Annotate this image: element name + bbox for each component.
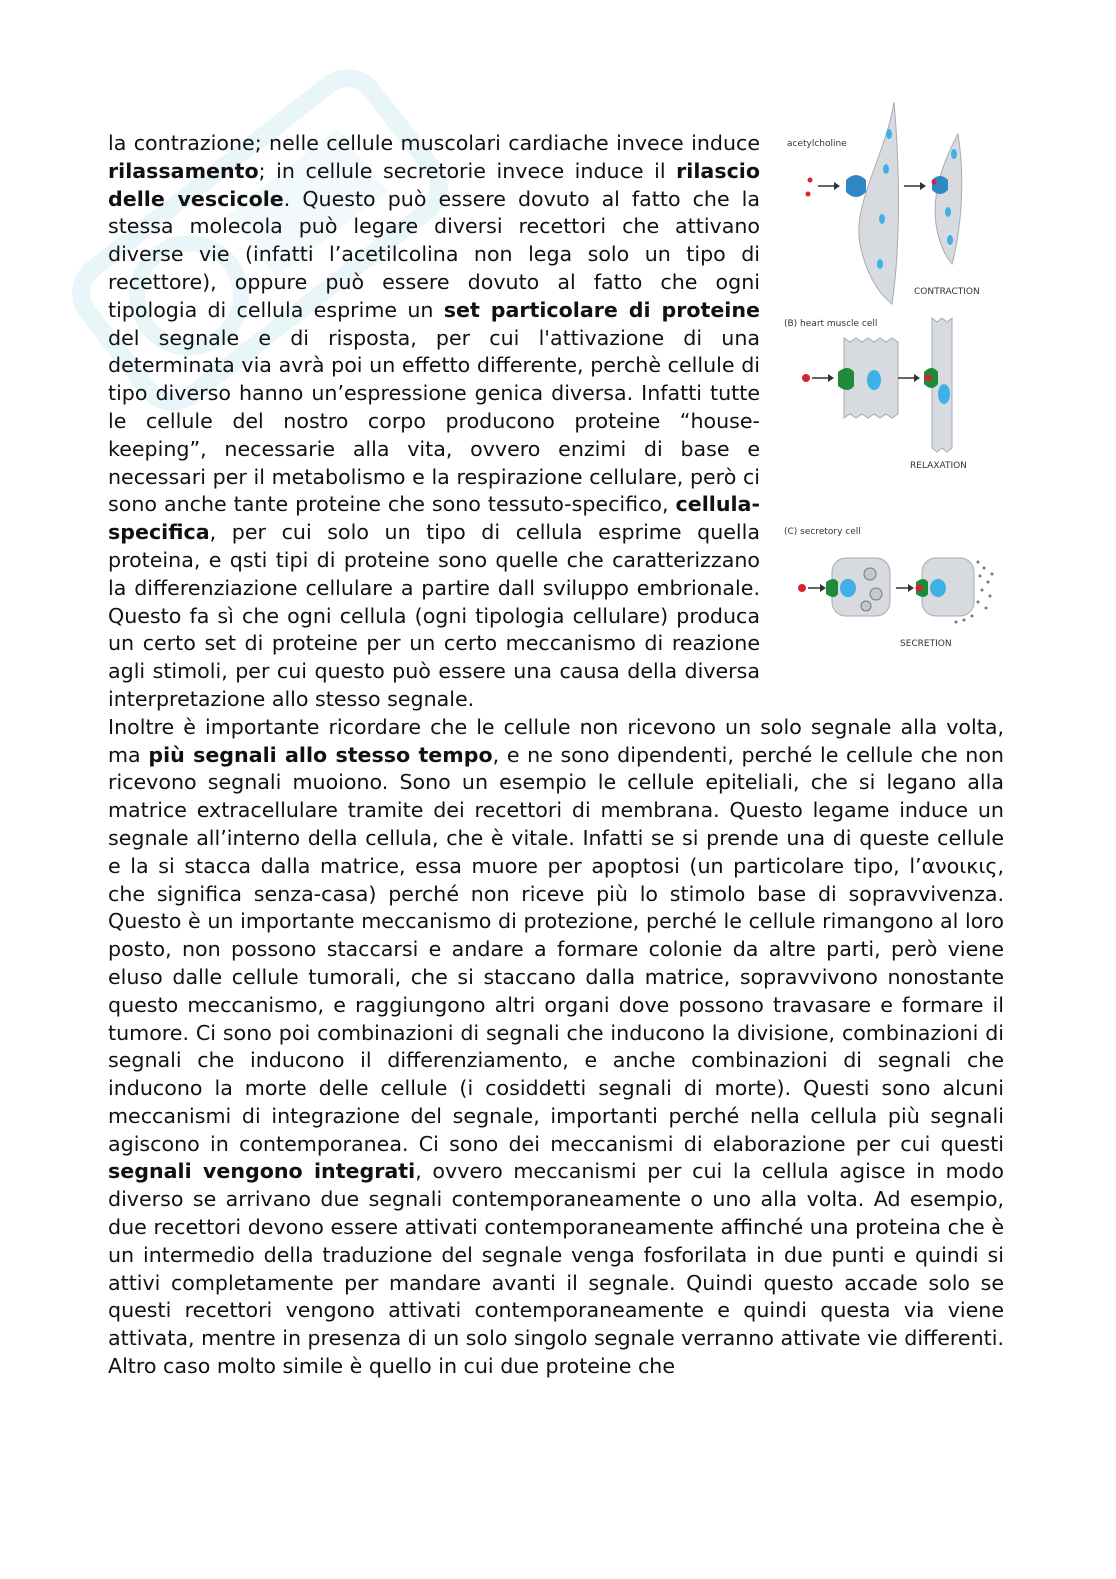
ligand-dot bbox=[806, 192, 811, 197]
receptor bbox=[932, 176, 948, 194]
text-run: . Questo può essere dovuto al fatto che la stessa molecola può legare diversi recettori che attivano diverse vie (infatti l’acetilcolina non lega solo un tipo di recettore), oppure può essere dovuto al fatto che ogni tipologia di cellula esprime un bbox=[108, 186, 760, 322]
figure-panel-c bbox=[782, 524, 1004, 654]
bold-term: segnali vengono integrati bbox=[108, 1159, 416, 1184]
arrow-head bbox=[834, 182, 840, 190]
receptor bbox=[846, 175, 866, 197]
bold-term: rilassamento bbox=[108, 158, 259, 183]
paragraph-2 bbox=[108, 714, 1004, 1381]
bound-ligand bbox=[932, 180, 937, 185]
text-run: del segnale e di risposta, per cui l'attivazione di una determinata via avrà poi un effetto differente, perchè cellule di tipo diverso hanno un’espressione genica diversa. Infatti tutte le cellule del nostro corpo producono proteine “house-keeping”, necessarie alla vita, ovvero enzimi di base e necessari per il metabolismo e la respirazione cellulare, però ci sono anche tante proteine che sono tessuto-specifico, bbox=[108, 325, 760, 517]
arrow-head bbox=[820, 584, 826, 592]
text-run: ; in cellule secretorie invece induce il bbox=[258, 158, 677, 183]
ligand-dot bbox=[802, 374, 810, 382]
arrow-head bbox=[908, 584, 914, 592]
document-page bbox=[108, 130, 1004, 1381]
panel-c-result-label: SECRETION bbox=[900, 639, 952, 649]
text-run: , per cui solo un tipo di cellula esprime quella proteina, e qsti tipi di proteine sono quelle che caratterizzano la differenziazione cellulare a partire dall sviluppo embrionale. Questo fa sì che ogni cellula (ogni tipologia cellulare) produca un certo set di proteine per un certo meccanismo di reazione agli stimoli, per cui questo può essere una causa della diversa interpretazione allo stesso segnale. bbox=[108, 520, 760, 711]
panel-b-result-label: RELAXATION bbox=[910, 461, 967, 471]
nucleus bbox=[840, 579, 856, 597]
ligand-dot bbox=[808, 178, 813, 183]
arrow-head bbox=[914, 374, 920, 382]
panel-a-result-label: CONTRACTION bbox=[914, 287, 980, 297]
bound-ligand bbox=[925, 375, 932, 382]
vesicle bbox=[864, 568, 876, 580]
vesicle bbox=[870, 588, 882, 600]
text-run: , e ne sono dipendenti, perché le cellule che non ricevono segnali muoiono. Sono un esempio le cellule epiteliali, che si legano alla matrice extracellulare tramite dei recettori di membrana. Questo legame induce un segnale all’interno della cellula, che è vitale. Infatti se si prende una di queste cellule e la si stacca dalla matrice, essa muore per apoptosi (un particolare tipo, l’ανοικις, che significa senza-casa) perché non riceve più lo stimolo base di sopravvivenza. Questo è un importante meccanismo di protezione, perché le cellule rimangono al loro posto, non possono staccarsi e andare a formare colonie da altre parti, però viene eluso dalle cellule tumorali, che si staccano dalla matrice, sopravvivono nonostante questo meccanismo, e raggiungono altri organi dove possono travasare e formare il tumore. Ci sono poi combinazioni di segnali che inducono la divisione, combinazioni di segnali che inducono il differenziamento, e anche combinazioni di segnali che inducono la morte delle cellule (i cosiddetti segnali di morte). Questi sono alcuni meccanismi di integrazione del segnale, importanti perché nella cellula più segnali agiscono in contemporanea. Ci sono dei meccanismi di elaborazione per cui questi bbox=[108, 742, 1004, 1156]
nucleus bbox=[930, 579, 946, 597]
panel-a-ligand-label: acetylcholine bbox=[787, 139, 847, 149]
text-run: , ovvero meccanismi per cui la cellula agisce in modo diverso se arrivano due segnali contemporaneamente o uno alla volta. Ad esempio, due recettori devono essere attivati contemporaneamente affinché una proteina che è un intermedio della traduzione del segnale venga fosforilata in due punti e quindi si attivi completamente per mandare avanti il segnale. Quindi questo accade solo se questi recettori vengono attivati contemporaneamente e quindi questa via viene attivata, mentre in presenza di un solo singolo segnale verranno attivate vie differenti. Altro caso molto simile è quello in cui due proteine che bbox=[108, 1159, 1004, 1379]
nucleus bbox=[938, 384, 950, 404]
text-run: Inoltre è importante ricordare che le cellule non ricevono un solo segnale alla volta, ma bbox=[108, 714, 1004, 767]
figure-panel-b bbox=[782, 316, 1004, 486]
nucleus bbox=[951, 149, 957, 159]
secretory-cell-active bbox=[922, 558, 974, 616]
bold-term: cellula-specifica bbox=[108, 492, 760, 545]
panel-b-title: (B) heart muscle cell bbox=[784, 319, 878, 329]
panel-c-title: (C) secretory cell bbox=[784, 527, 861, 537]
bold-term: set particolare di proteine bbox=[443, 297, 760, 322]
receptor bbox=[826, 579, 838, 597]
nucleus bbox=[947, 235, 953, 245]
nucleus bbox=[945, 207, 951, 217]
bold-term: rilascio delle vescicole bbox=[108, 158, 760, 211]
muscle-cell bbox=[859, 102, 899, 304]
arrow-head bbox=[828, 374, 834, 382]
receptor bbox=[838, 368, 854, 390]
arrow-head bbox=[920, 182, 926, 190]
figure-panel-a bbox=[782, 94, 1004, 309]
ligand-dot bbox=[798, 584, 806, 592]
nucleus bbox=[883, 164, 889, 174]
bound-ligand bbox=[916, 585, 923, 592]
nucleus bbox=[879, 214, 885, 224]
nucleus bbox=[886, 129, 892, 139]
nucleus bbox=[867, 370, 881, 390]
muscle-cell-contracted bbox=[935, 134, 962, 264]
figure-cell-responses bbox=[782, 94, 1004, 662]
bold-term: più segnali allo stesso tempo bbox=[148, 742, 493, 767]
vesicle bbox=[861, 601, 871, 611]
text-run: la contrazione; nelle cellule muscolari cardiache invece induce bbox=[108, 131, 760, 155]
nucleus bbox=[877, 259, 883, 269]
